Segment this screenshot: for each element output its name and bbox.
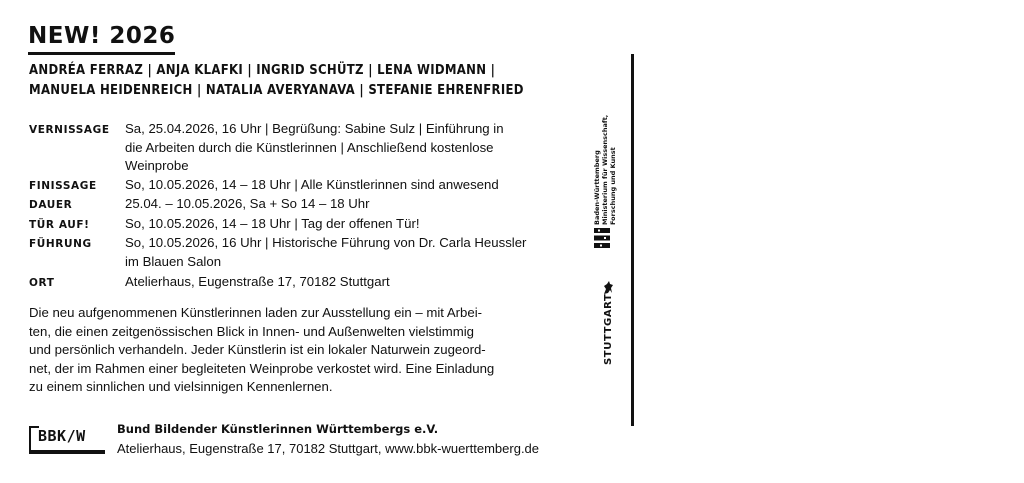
detail-value <box>125 273 549 293</box>
detail-value-line: die Arbeiten durch die Künstlerinnen | Anschließend kostenlose <box>125 139 494 155</box>
ministry-line: Baden-Württemberg <box>593 150 601 225</box>
detail-row-tuer-auf <box>29 215 549 235</box>
detail-label: FINISSAGE <box>29 179 97 192</box>
stuttgart-logo-text: STUTTGART <box>603 293 614 365</box>
detail-row-finissage <box>29 176 549 196</box>
organization-info <box>117 417 539 461</box>
detail-row-dauer <box>29 195 549 215</box>
description-line: net, der im Rahmen einer begleiteten Weinprobe verkostet wird. Eine Einladung <box>29 360 495 376</box>
artist-list <box>29 61 549 101</box>
description-line: ten, die einen zeitgenössischen Blick in Innen- und Außenwelten vielstimmig <box>29 323 474 339</box>
detail-value <box>125 176 549 196</box>
detail-value-line: So, 10.05.2026, 14 – 18 Uhr | Alle Künstlerinnen sind anwesend <box>125 176 499 192</box>
organization-address: Atelierhaus, Eugenstraße 17, 70182 Stuttgart, www.bbk-wuerttemberg.de <box>117 441 540 456</box>
description-line: und persönlich verhandeln. Jeder Künstlerin ist ein lokaler Naturwein zugeord- <box>29 342 486 357</box>
bbk-logo-text: BBK/W <box>38 427 86 445</box>
baden-wuerttemberg-lions-icon <box>593 227 611 249</box>
detail-value-line: Weinprobe <box>125 158 189 173</box>
bbk-logo <box>29 417 107 457</box>
vertical-divider <box>631 54 634 426</box>
detail-label: TÜR AUF! <box>29 218 90 231</box>
detail-value <box>125 234 549 271</box>
detail-label: DAUER <box>29 199 73 211</box>
event-description <box>29 304 559 397</box>
detail-row-vernissage <box>29 120 549 176</box>
detail-label: ORT <box>29 277 55 289</box>
description-line: zu einem sinnlichen und vielsinnigen Kennenlernen. <box>29 379 333 394</box>
page-title: NEW! 2026 <box>28 22 175 55</box>
detail-value-line: So, 10.05.2026, 14 – 18 Uhr | Tag der offenen Tür! <box>125 215 420 231</box>
event-details <box>29 120 549 293</box>
detail-label: FÜHRUNG <box>29 238 92 250</box>
bbk-logo-frame-bottom <box>29 452 105 454</box>
ministry-line: Forschung und Kunst <box>608 147 617 225</box>
detail-value <box>125 215 549 235</box>
detail-value-line: 25.04. – 10.05.2026, Sa + So 14 – 18 Uhr <box>125 196 370 211</box>
artist-list-line-1: ANDRÉA FERRAZ | ANJA KLAFKI | INGRID SCHÜTZ | LENA WIDMANN | <box>29 63 496 78</box>
detail-value-line: im Blauen Salon <box>125 253 222 269</box>
detail-row-fuehrung <box>29 234 549 271</box>
detail-value <box>125 120 549 176</box>
detail-row-ort <box>29 273 549 293</box>
detail-value-line: Atelierhaus, Eugenstraße 17, 70182 Stuttgart <box>125 274 390 289</box>
detail-value <box>125 195 549 215</box>
footer <box>29 417 539 461</box>
artist-list-line-2: MANUELA HEIDENREICH | NATALIA AVERYANAVA | STEFANIE EHRENFRIED <box>29 83 524 98</box>
ministry-line: Ministerium für Wissenschaft, <box>600 114 609 225</box>
detail-value-line: So, 10.05.2026, 16 Uhr | Historische Führung von Dr. Carla Heussler <box>125 235 527 250</box>
detail-label: VERNISSAGE <box>29 124 110 136</box>
ministry-logo-text <box>594 105 626 225</box>
organization-name: Bund Bildender Künstlerinnen Württembergs e.V. <box>117 422 439 436</box>
description-line: Die neu aufgenommenen Künstlerinnen laden zur Ausstellung ein – mit Arbei- <box>29 305 483 320</box>
detail-value-line: Sa, 25.04.2026, 16 Uhr | Begrüßung: Sabine Sulz | Einführung in <box>125 121 504 136</box>
